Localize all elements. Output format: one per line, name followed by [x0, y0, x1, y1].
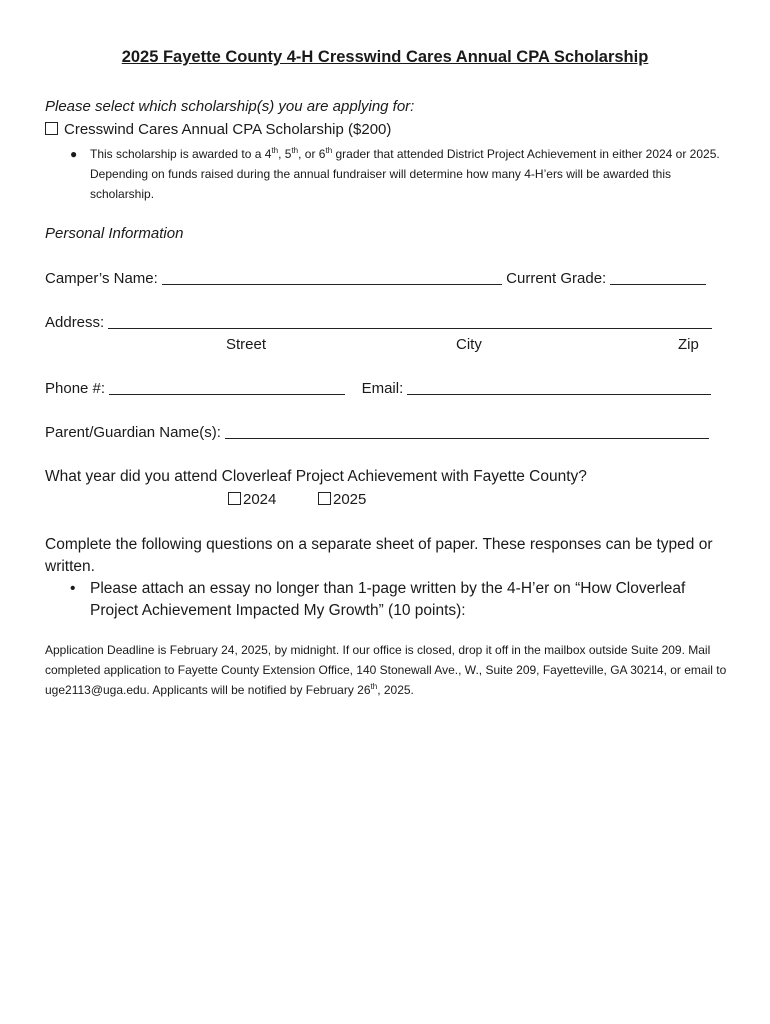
guardian-label: Parent/Guardian Name(s): [45, 424, 221, 441]
bullet-icon: ● [70, 147, 78, 161]
year-option-2024[interactable] [228, 491, 276, 508]
scholarship-option-label: Cresswind Cares Annual CPA Scholarship ($200) [64, 121, 392, 138]
scholarship-checkbox[interactable] [45, 122, 58, 135]
year-option-2025[interactable] [318, 491, 366, 508]
zip-label: Zip [678, 336, 699, 353]
city-label: City [456, 336, 482, 353]
current-grade-field[interactable] [610, 270, 706, 285]
desc-sup-2: th [291, 146, 299, 155]
essay-instruction-text: Please attach an essay no longer than 1-page written by the 4-H’er on “How Cloverleaf Project Achievement Impacted My Growth” (10 points): [90, 580, 686, 619]
street-label: Street [226, 336, 267, 353]
phone-email-row [45, 380, 711, 397]
desc-part-c: , or 6 [298, 147, 326, 161]
bullet-icon: • [70, 580, 76, 597]
desc-sup-1: th [271, 146, 279, 155]
select-scholarship-prompt: Please select which scholarship(s) you are applying for: [45, 98, 415, 115]
current-grade-label: Current Grade: [506, 270, 607, 287]
address-label: Address: [45, 314, 105, 331]
personal-info-heading: Personal Information [45, 225, 184, 242]
desc-sup-3: th [325, 146, 333, 155]
email-field[interactable] [407, 380, 711, 395]
deadline-sup: th [370, 682, 378, 691]
address-row [45, 314, 712, 331]
camper-name-row [45, 270, 706, 287]
guardian-row [45, 424, 709, 441]
guardian-field[interactable] [225, 424, 709, 439]
year-2025-label: 2025 [333, 491, 367, 508]
year-2025-checkbox[interactable] [318, 492, 331, 505]
address-field[interactable] [108, 314, 712, 329]
desc-part-a: This scholarship is awarded to a 4 [90, 147, 272, 161]
camper-name-label: Camper’s Name: [45, 270, 158, 287]
year-2024-checkbox[interactable] [228, 492, 241, 505]
deadline-notice [45, 640, 735, 700]
scholarship-option [45, 121, 391, 138]
deadline-text: Application Deadline is February 24, 2025, by midnight. If our office is closed, drop it off in the mailbox outside Suite 209. Mail completed application to Fayette County Extension Office, 140 Stonewall Ave., W., Suite 209, Fayetteville, GA 30214, or email to uge2113@uga.edu. Applicants will be notified by February 26 [45, 643, 727, 697]
camper-name-field[interactable] [162, 270, 502, 285]
phone-label: Phone #: [45, 380, 106, 397]
deadline-text-end: , 2025. [377, 683, 414, 697]
phone-field[interactable] [109, 380, 345, 395]
year-question: What year did you attend Cloverleaf Project Achievement with Fayette County? [45, 468, 587, 485]
email-label: Email: [361, 380, 404, 397]
scholarship-description-text [90, 144, 730, 204]
desc-part-b: , 5 [278, 147, 292, 161]
page-title: 2025 Fayette County 4-H Cresswind Cares Annual CPA Scholarship [121, 48, 649, 66]
instructions-paragraph: Complete the following questions on a separate sheet of paper. These responses can be typed or written. [45, 536, 713, 575]
desc-part-d: grader that attended District Project Achievement in either 2024 or 2025. Depending on funds raised during the annual fundraiser will determine how many 4-H’ers will be awarded this scholarship. [90, 147, 720, 201]
year-2024-label: 2024 [243, 491, 277, 508]
